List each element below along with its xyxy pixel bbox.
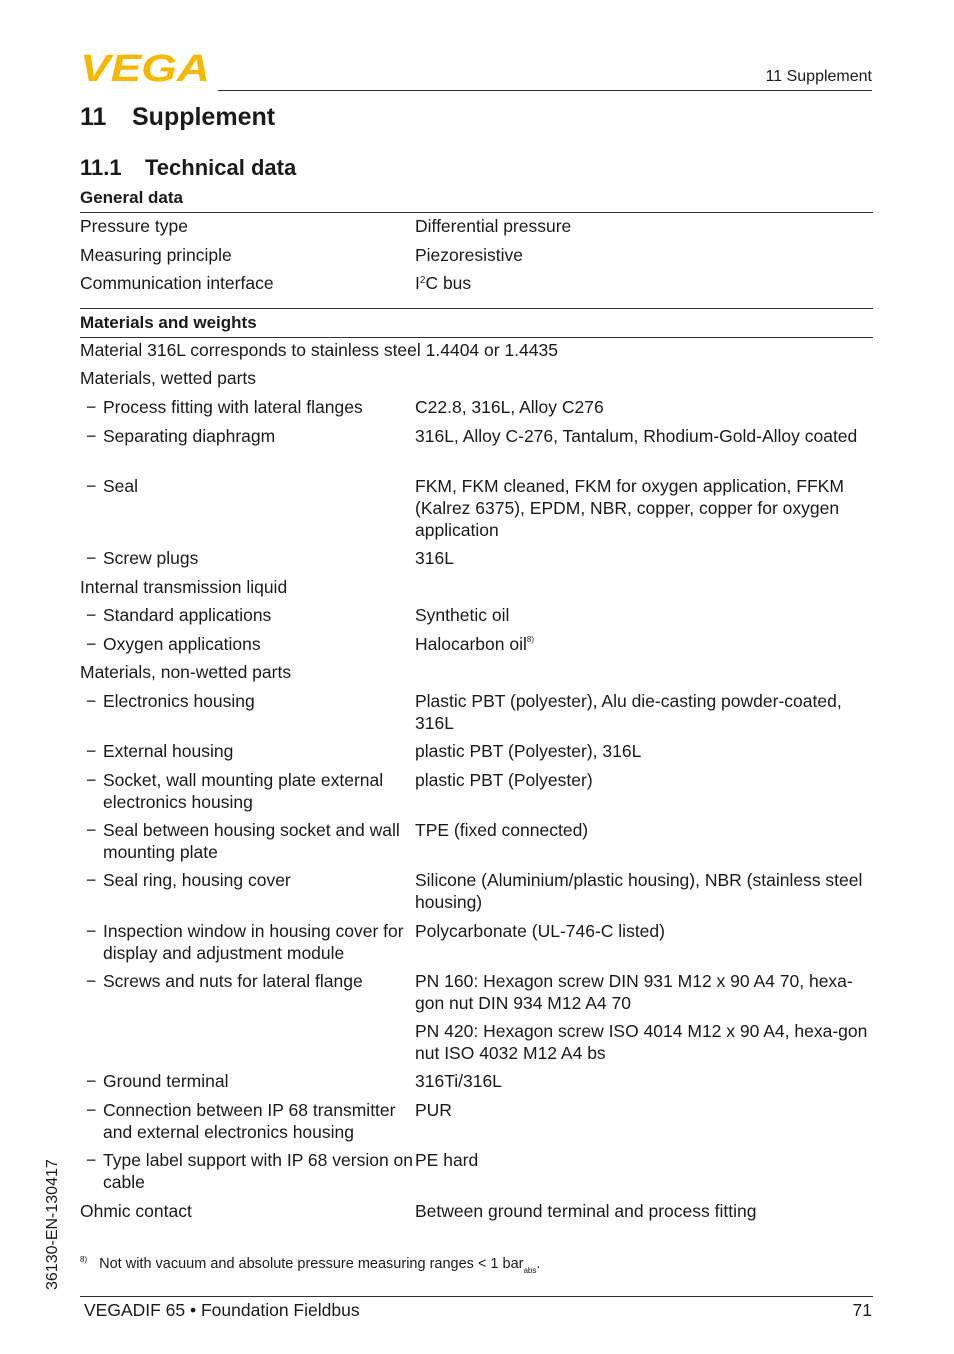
process-fitting-label: − Process fitting with lateral flanges [86, 397, 363, 417]
screws-nuts-value-pn420: PN 420: Hexagon screw ISO 4014 M12 x 90 A4, hexa-gon nut ISO 4032 M12 A4 bs [415, 1021, 868, 1063]
screws-nuts-label: − Screws and nuts for lateral flange [86, 971, 363, 991]
chapter-number: 11 [80, 103, 107, 131]
electronics-housing-value: Plastic PBT (polyester), Alu die-casting powder-coated, 316L [415, 691, 842, 733]
chapter-title: Supplement [132, 103, 276, 131]
inspection-window-label: − Inspection window in housing cover for display and adjustment module [86, 921, 404, 963]
general-data-rule [80, 212, 873, 213]
screws-nuts-value-pn160: PN 160: Hexagon screw DIN 931 M12 x 90 A4 70, hexa-gon nut DIN 934 M12 A4 70 [415, 971, 853, 1013]
socket-label: − Socket, wall mounting plate external electronics housing [86, 770, 384, 812]
oxygen-applications-label: − Oxygen applications [86, 634, 261, 654]
connection-ip68-value: PUR [415, 1100, 452, 1120]
seal-label: − Seal [86, 476, 139, 496]
seal-value: FKM, FKM cleaned, FKM for oxygen application, FFKM (Kalrez 6375), EPDM, NBR, copper, copper for oxygen application [415, 476, 844, 540]
diaphragm-label: − Separating diaphragm [86, 426, 276, 446]
materials-note: Material 316L corresponds to stainless steel 1.4404 or 1.4435 [80, 340, 558, 360]
section-title: Technical data [145, 155, 297, 180]
pressure-type-label: Pressure type [80, 216, 188, 236]
svg-text:VEGA: VEGA [80, 50, 210, 84]
chapter-heading [80, 103, 275, 132]
section-heading [80, 155, 296, 181]
socket-value: plastic PBT (Polyester) [415, 770, 593, 790]
communication-interface-label: Communication interface [80, 273, 274, 293]
ohmic-contact-label: Ohmic contact [80, 1201, 192, 1221]
screw-plugs-value: 316L [415, 548, 454, 568]
materials-title: Materials and weights [80, 313, 257, 332]
page-number: 71 [852, 1300, 872, 1320]
ground-terminal-label: − Ground terminal [86, 1071, 229, 1091]
header-rule [218, 90, 872, 91]
general-data-end-rule [80, 308, 873, 309]
ohmic-contact-value: Between ground terminal and process fitting [415, 1201, 757, 1221]
standard-applications-value: Synthetic oil [415, 605, 510, 625]
measuring-principle-value: Piezoresistive [415, 245, 523, 265]
inspection-window-value: Polycarbonate (UL-746-C listed) [415, 921, 665, 941]
transmission-liquid-heading: Internal transmission liquid [80, 577, 288, 597]
materials-rule [80, 337, 873, 338]
wetted-parts-heading: Materials, wetted parts [80, 368, 257, 388]
footnote: $^{8)}$ Not with vacuum and absolute pressure measuring ranges < 1 bar$_{abs}$. [80, 1255, 541, 1275]
footnote-mark: 8) [80, 1255, 88, 1264]
process-fitting-value: C22.8, 316L, Alloy C276 [415, 397, 604, 417]
electronics-housing-label: − Electronics housing [86, 691, 255, 711]
external-housing-label: − External housing [86, 741, 234, 761]
measuring-principle-label: Measuring principle [80, 245, 232, 265]
oxygen-applications-value: Halocarbon oil$^{8)}$ [415, 634, 534, 654]
screw-plugs-label: − Screw plugs [86, 548, 199, 568]
non-wetted-parts-heading: Materials, non-wetted parts [80, 662, 292, 682]
ground-terminal-value: 316Ti/316L [415, 1071, 502, 1091]
section-number: 11.1 [80, 155, 122, 180]
seal-socket-value: TPE (fixed connected) [415, 820, 589, 840]
type-label-support-value: PE hard [415, 1150, 479, 1170]
standard-applications-label: − Standard applications [86, 605, 272, 625]
communication-interface-value: $I^2C$ bus [415, 273, 472, 293]
type-label-support-label: − Type label support with IP 68 version on cable [86, 1150, 414, 1192]
footnote-ref: 8) [526, 635, 534, 644]
document-code: 36130-EN-130417 [44, 1159, 61, 1290]
seal-socket-label: − Seal between housing socket and wall mounting plate [86, 820, 400, 862]
general-data-title: General data [80, 188, 183, 207]
footnote-text: Not with vacuum and absolute pressure measuring ranges < 1 bar [99, 1256, 524, 1272]
seal-ring-value: Silicone (Aluminium/plastic housing), NBR (stainless steel housing) [415, 870, 863, 912]
vega-logo [80, 50, 212, 84]
pressure-type-value: Differential pressure [415, 216, 572, 236]
seal-ring-label: − Seal ring, housing cover [86, 870, 291, 890]
connection-ip68-label: − Connection between IP 68 transmitter and external electronics housing [86, 1100, 396, 1142]
header-section-label: 11 Supplement [765, 68, 872, 85]
diaphragm-value: 316L, Alloy C-276, Tantalum, Rhodium-Gold-Alloy coated [415, 426, 858, 446]
footer-rule [80, 1296, 873, 1297]
external-housing-value: plastic PBT (Polyester), 316L [415, 741, 642, 761]
footer-title: VEGADIF 65 • Foundation Fieldbus [84, 1300, 360, 1320]
